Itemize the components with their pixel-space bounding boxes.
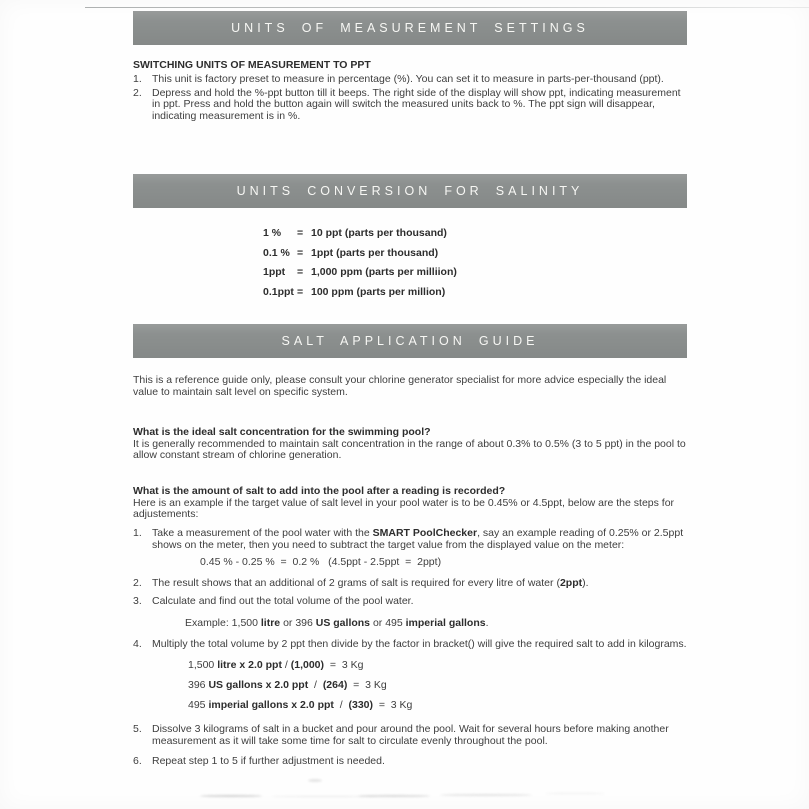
answer-ideal-concentration: It is generally recommended to maintain salt concentration in the range of about 0.3% to 0.5% (3 to 5 ppt) in the pool to allow constant stream of chlorine generation. bbox=[133, 437, 686, 462]
numbered-list-units-settings bbox=[133, 74, 687, 122]
conversion-row bbox=[263, 283, 687, 303]
scan-smudge bbox=[308, 779, 322, 782]
conversion-from: 1 % bbox=[263, 227, 282, 240]
section-title: SALT APPLICATION GUIDE bbox=[281, 334, 539, 349]
step-item-6 bbox=[133, 756, 687, 768]
formula-litre: 1,500 litre x 2.0 ppt / (1,000) = 3 Kg bbox=[188, 659, 364, 672]
scan-artifact-line bbox=[85, 7, 809, 8]
question-salt-amount: What is the amount of salt to add into the pool after a reading is recorded? bbox=[133, 484, 506, 497]
step-body bbox=[152, 639, 687, 718]
formula-us-gallons: 396 US gallons x 2.0 ppt / (264) = 3 Kg bbox=[188, 679, 387, 692]
conversion-to: 1ppt (parts per thousand) bbox=[311, 246, 439, 259]
list-item bbox=[133, 88, 687, 123]
conversion-to: 10 ppt (parts per thousand) bbox=[311, 227, 447, 240]
steps-list bbox=[133, 528, 687, 768]
step-text: Take a measurement of the pool water with the SMART PoolChecker, say an example reading of 0.25% or 2.5ppt shows on the meter, then you need to subtract the target value from the displayed value on the meter: bbox=[152, 526, 684, 551]
conversion-from: 1ppt bbox=[263, 266, 286, 279]
page-content bbox=[133, 11, 687, 768]
equals-sign: = bbox=[297, 266, 304, 279]
section-title: UNITS CONVERSION FOR SALINITY bbox=[236, 184, 584, 199]
step-number: 2. bbox=[133, 576, 142, 589]
scan-smudge bbox=[358, 795, 430, 797]
step-number: 5. bbox=[133, 723, 142, 736]
item-number: 1. bbox=[133, 73, 142, 85]
subheading-switching-units: SWITCHING UNITS OF MEASUREMENT TO PPT bbox=[133, 59, 371, 71]
step-body bbox=[152, 528, 687, 571]
item-text: This unit is factory preset to measure in percentage (%). You can set it to measure in parts-per-thousand (ppt). bbox=[152, 73, 664, 85]
section-title: UNITS OF MEASUREMENT SETTINGS bbox=[231, 21, 589, 35]
step-text: The result shows that an additional of 2 grams of salt is required for every litre of water (2ppt). bbox=[152, 576, 589, 589]
step-body bbox=[152, 596, 687, 631]
step-text: Multiply the total volume by 2 ppt then divide by the factor in bracket() will give the required salt to add in kilograms. bbox=[152, 637, 687, 650]
section-header-units-settings bbox=[133, 11, 687, 45]
conversion-table bbox=[263, 224, 687, 302]
step-item-2 bbox=[133, 578, 687, 590]
conversion-to: 1,000 ppm (parts per milliion) bbox=[311, 266, 457, 279]
scan-smudge bbox=[545, 793, 605, 794]
equals-sign: = bbox=[297, 285, 304, 298]
conversion-row bbox=[263, 244, 687, 264]
equals-sign: = bbox=[297, 227, 304, 240]
volume-example: Example: 1,500 litre or 396 US gallons or 495 imperial gallons. bbox=[185, 616, 489, 629]
item-text: Depress and hold the %-ppt button till it beeps. The right side of the display will show ppt, indicating measurement in ppt. Press and hold the button again will switch the measured units back to %. The ppt sign will disappear, indicating measurement is in %. bbox=[152, 86, 681, 122]
scan-smudge bbox=[440, 794, 532, 796]
conversion-row bbox=[263, 224, 687, 244]
section-header-units-conversion bbox=[133, 174, 687, 208]
conversion-to: 100 ppm (parts per million) bbox=[311, 285, 446, 298]
step-item-3 bbox=[133, 596, 687, 631]
step-text: Calculate and find out the total volume of the pool water. bbox=[152, 595, 414, 608]
step-number: 4. bbox=[133, 637, 142, 650]
step-text: Dissolve 3 kilograms of salt in a bucket and pour around the pool. Wait for several hours before making another measurement as it will take some time for salt to circulate evenly throughout the pool. bbox=[152, 723, 669, 747]
step-number: 3. bbox=[133, 595, 142, 608]
conversion-row bbox=[263, 263, 687, 283]
list-item bbox=[133, 74, 687, 86]
step-number: 1. bbox=[133, 526, 142, 539]
step-item-4 bbox=[133, 639, 687, 718]
conversion-from: 0.1ppt bbox=[263, 285, 294, 298]
conversion-from: 0.1 % bbox=[263, 246, 290, 259]
salt-calculation-formulas bbox=[188, 655, 687, 715]
step-number: 6. bbox=[133, 755, 142, 768]
step-item-1 bbox=[133, 528, 687, 571]
question-ideal-concentration: What is the ideal salt concentration for the swimming pool? bbox=[133, 425, 431, 438]
section-header-salt-guide bbox=[133, 324, 687, 358]
equals-sign: = bbox=[297, 246, 304, 259]
subtraction-formula: 0.45 % - 0.25 % = 0.2 % (4.5ppt - 2.5ppt = 2ppt) bbox=[200, 556, 442, 569]
item-number: 2. bbox=[133, 86, 142, 99]
formula-imperial-gallons: 495 imperial gallons x 2.0 ppt / (330) = 3 Kg bbox=[188, 699, 413, 712]
answer-salt-amount: Here is an example if the target value of salt level in your pool water is to be 0.45% or 4.5ppt, below are the steps for adjustements: bbox=[133, 496, 675, 521]
step-item-5 bbox=[133, 724, 687, 747]
step-text: Repeat step 1 to 5 if further adjustment is needed. bbox=[152, 755, 385, 768]
scan-smudge bbox=[200, 795, 262, 797]
intro-paragraph: This is a reference guide only, please consult your chlorine generator specialist for more advice especially the ideal value to maintain salt level on specific system. bbox=[133, 374, 667, 398]
